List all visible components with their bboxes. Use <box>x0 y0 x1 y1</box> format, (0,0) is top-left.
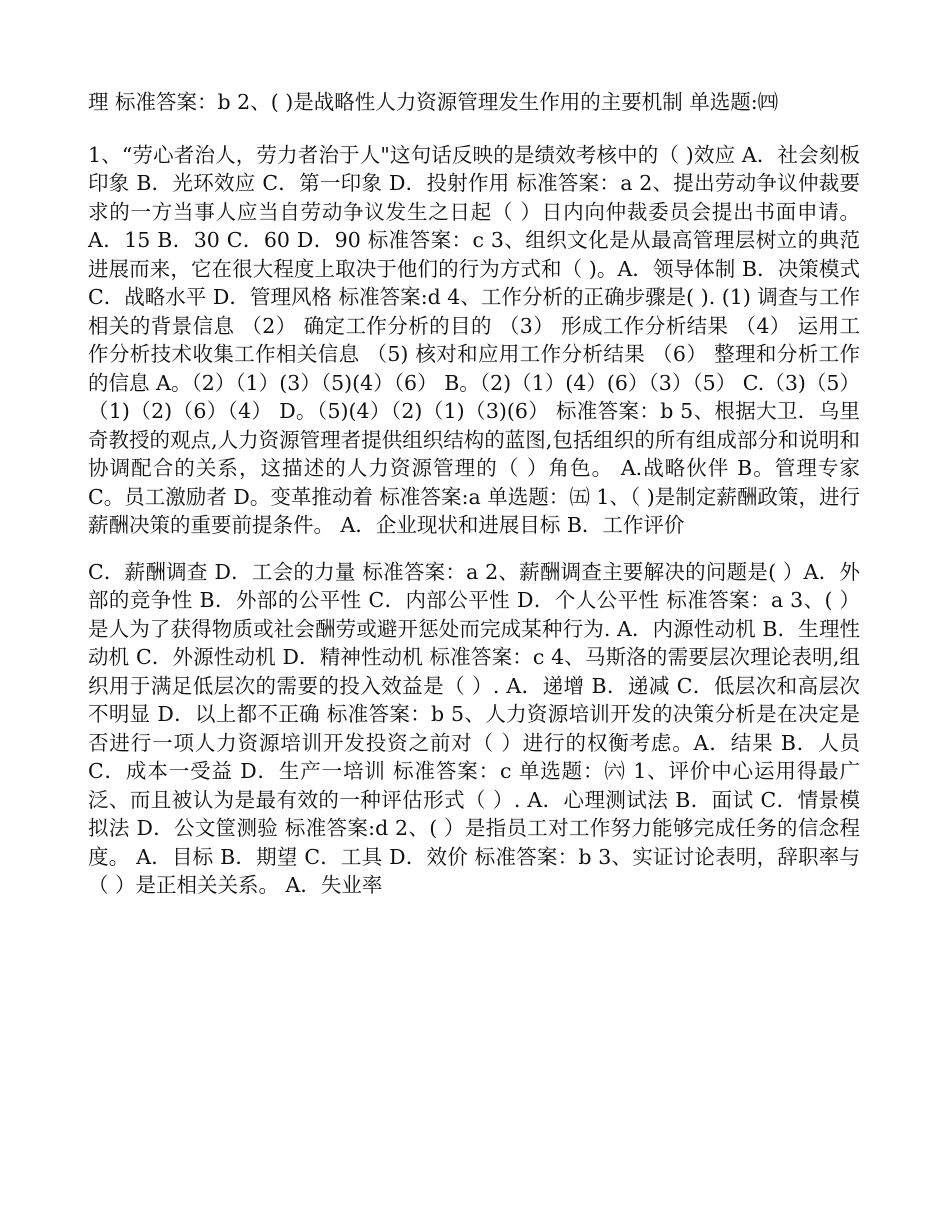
paragraph-3: C．薪酬调查 D．工会的力量 标准答案：a 2、薪酬调查主要解决的问题是( ）A．外部的竞争性 B．外部的公平性 C．内部公平性 D．个人公平性 标准答案：a 3、( ）是人为了获得物质或社会酬劳或避开惩处而完成某种行为. A．内源性动机 B．生理性动机 C．外源性动机 D．精神性动机 标准答案：c 4、马斯洛的需要层次理论表明,组织用于满足低层次的需要的投入效益是（ ）. A．递增 B．递减 C．低层次和高层次不明显 D．以上都不正确 标准答案：b 5、人力资源培训开发的决策分析是在决定是否进行一项人力资源培训开发投资之前对（ ）进行的权衡考虑。A．结果 B．人员 C．成本一受益 D．生产一培训 标准答案：c 单选题：㈥ 1、评价中心运用得最广泛、而且被认为是最有效的一种评估形式（ ）. A．心理测试法 B．面试 C．情景模拟法 D．公文筐测验 标准答案:d 2、( ）是指员工对工作努力能够完成任务的信念程度。 A．目标 B．期望 C．工具 D．效价 标准答案：b 3、实证讨论表明，辞职率与（ ）是正相关关系。 A．失业率 <box>88 559 860 897</box>
document-page <box>88 88 860 900</box>
paragraph-1: 理 标准答案：b 2、( )是战略性人力资源管理发生作用的主要机制 单选题:㈣ <box>88 90 779 114</box>
paragraph-2: 1、“劳心者治人，劳力者治于人"这句话反映的是绩效考核中的（ )效应 A．社会刻板印象 B．光环效应 C．第一印象 D．投射作用 标准答案：a 2、提出劳动争议仲裁要求的一方当事人应当自劳动争议发生之日起（ ）日内向仲裁委员会提出书面申请。A．15 B．30 C．60 D．90 标准答案：c 3、组织文化是从最高管理层树立的典范进展而来，它在很大程度上取决于他们的行为方式和（ )。A．领导体制 B．决策模式 C．战略水平 D．管理风格 标准答案:d 4、工作分析的正确步骤是( ). (1) 调查与工作相关的背景信息 （2） 确定工作分析的目的 （3） 形成工作分析结果 （4） 运用工作分析技术收集工作相关信息 （5) 核对和应用工作分析结果 （6） 整理和分析工作的信息 A。（2）（1）(3）（5)(4）（6） B。（2)（1）(4）(6）（3）（5） C.（3)（5）（1)（2)（6）（4） D。（5)(4）（2)（1)（3)(6） 标准答案：b 5、根据大卫．乌里奇教授的观点,人力资源管理者提供组织结构的蓝图,包括组织的所有组成部分和说明和协调配合的关系，这描述的人力资源管理的（ ）角色。 A.战略伙伴 B。管理专家 C。员工激励者 D。变革推动着 标准答案:a 单选题：㈤ 1、（ )是制定薪酬政策，进行薪酬决策的重要前提条件。 A．企业现状和进展目标 B．工作评价 <box>88 142 860 537</box>
